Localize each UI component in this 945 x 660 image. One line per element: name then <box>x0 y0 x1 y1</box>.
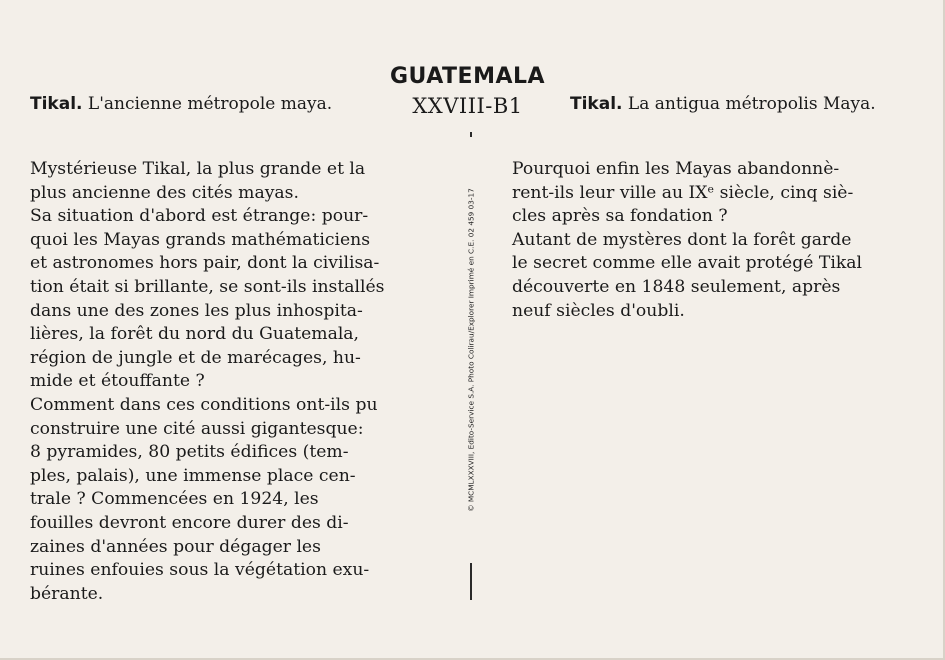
copyright-credit: © MCMLXXXVIII, Edito-Service S.A. Photo Colirau/Explorer Imprimé en C.E. 02 459 03-17 <box>466 188 476 512</box>
text-line: Mystérieuse Tikal, la plus grande et la <box>30 159 366 179</box>
text-line: construire une cité aussi gigantesque: <box>30 418 364 439</box>
text-line: tion était si brillante, se sont-ils installés <box>30 276 385 297</box>
caption-french-text: L'ancienne métropole maya. <box>82 94 333 114</box>
text-line: ples, palais), une immense place cen- <box>30 465 356 486</box>
text-line: rent-ils leur ville au IXᵉ siècle, cinq siè- <box>512 182 854 203</box>
text-line: Autant de mystères dont la forêt garde <box>512 229 852 250</box>
card-code: XXVIII-B1 <box>412 94 523 118</box>
text-line: région de jungle et de marécages, hu- <box>30 347 361 368</box>
card-title: GUATEMALA <box>389 64 546 89</box>
text-line: mide et étouffante ? <box>30 371 205 392</box>
caption-spanish-text: La antigua métropolis Maya. <box>622 94 876 114</box>
second-text-column <box>512 158 912 323</box>
text-line: cles après sa fondation ? <box>512 206 728 227</box>
text-line: et astronomes hors pair, dont la civilisa- <box>30 253 380 274</box>
text-line: lières, la forêt du nord du Guatemala, <box>30 324 360 345</box>
caption-spanish <box>570 94 876 114</box>
text-line: bérante. <box>30 583 104 604</box>
text-line: Comment dans ces conditions ont-ils pu <box>30 394 378 415</box>
caption-french <box>30 94 332 114</box>
text-line: neuf siècles d'oubli. <box>512 300 685 321</box>
text-line: 8 pyramides, 80 petits édifices (tem- <box>30 442 349 463</box>
text-line: Pourquoi enfin les Mayas abandonnè- <box>512 159 840 179</box>
french-text-column <box>30 158 430 606</box>
text-line: dans une des zones les plus inhospita- <box>30 300 363 321</box>
caption-spanish-bold: Tikal. <box>570 94 623 114</box>
text-line: ruines enfouies sous la végétation exu- <box>30 560 370 581</box>
text-line: quoi les Mayas grands mathématiciens <box>30 229 371 250</box>
text-line: Sa situation d'abord est étrange: pour- <box>30 206 369 227</box>
caption-french-bold: Tikal. <box>30 94 83 114</box>
text-line: fouilles devront encore durer des di- <box>30 512 349 533</box>
text-line: le secret comme elle avait protégé Tikal <box>512 253 862 274</box>
text-line: découverte en 1848 seulement, après <box>512 276 841 297</box>
text-line: plus ancienne des cités mayas. <box>30 182 299 203</box>
text-line: zaines d'années pour dégager les <box>30 536 321 557</box>
text-line: trale ? Commencées en 1924, les <box>30 489 319 510</box>
